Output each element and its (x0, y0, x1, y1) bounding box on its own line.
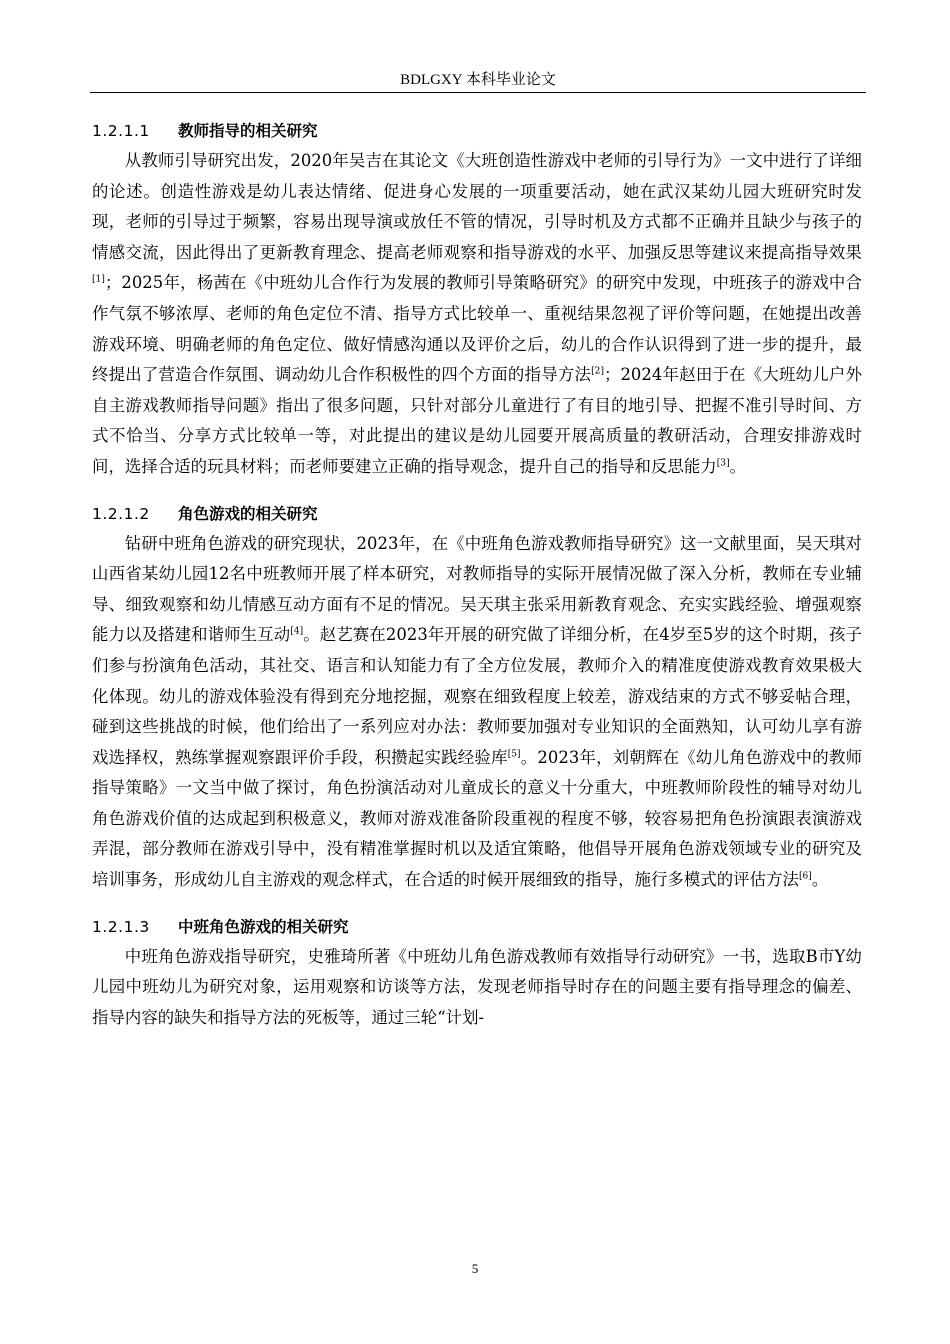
text-run: 。2023年，刘朝辉在《幼儿角色游戏中的教师指导策略》一文当中做了探讨，角色扮演活动对儿童成长的意义十分重大，中班教师阶段性的辅导对幼儿角色游戏价值的达成起到积极意义，教师对游戏准备阶段重视的程度不够，较容易把角色扮演跟表演游戏弄混，部分教师在游戏引导中，没有精准掌握时机以及适宜策略，他倡导开展角色游戏领域专业的研究及培训事务，形成幼儿自主游戏的观念样式，在合适的时候开展细致的指导，施行多模式的评估方法 (92, 747, 863, 890)
text-run: ；2024年赵田于在《大班幼儿户外自主游戏教师指导问题》指出了很多问题，只针对部分儿童进行了有目的地引导、把握不准引导时间、方式不恰当、分享方式比较单一等，对此提出的建议是幼儿园要开展高质量的教研活动，合理安排游戏时间，选择合适的玩具材料；而老师要建立正确的指导观念，提升自己的指导和反思能力 (92, 365, 863, 476)
running-header: BDLGXY 本科毕业论文 (400, 72, 556, 88)
citation: [3] (716, 458, 730, 469)
body-paragraph (92, 146, 862, 483)
body-paragraph (92, 529, 862, 896)
section-number: 1.2.1.3 (92, 917, 150, 936)
citation: [4] (290, 626, 304, 637)
text-run: 从教师引导研究出发，2020年吴吉在其论文《大班创造性游戏中老师的引导行为》一文中进行了详细的论述。创造性游戏是幼儿表达情绪、促进身心发展的一项重要活动，她在武汉某幼儿园大班研究时发现，老师的引导过于频繁，容易出现导演或放任不管的情况，引导时机及方式都不正确并且缺少与孩子的情感交流，因此得出了更新教育理念、提高老师观察和指导游戏的水平、加强反思等建议来提高指导效果 (92, 151, 862, 262)
text-run: 。 (811, 870, 829, 890)
text-run: 中班角色游戏指导研究，史雅琦所著《中班幼儿角色游戏教师有效指导行动研究》一书，选取B市Y幼儿园中班幼儿为研究对象，运用观察和访谈等方法，发现老师指导时存在的问题主要有指导理念的偏差、指导内容的缺失和指导方法的死板等，通过三轮“计划- (92, 946, 862, 1027)
section-title: 中班角色游戏的相关研究 (178, 917, 349, 936)
text-run: 钻研中班角色游戏的研究现状，2023年，在《中班角色游戏教师指导研究》这一文献里面，吴天琪对山西省某幼儿园12名中班教师开展了样本研究，对教师指导的实际开展情况做了深入分析，教师在专业辅导、细致观察和幼儿情感互动方面有不足的情况。吴天琪主张采用新教育观念、充实实践经验、增强观察能力以及搭建和谐师生互动 (92, 533, 862, 645)
section-heading (92, 116, 862, 146)
text-run: 。赵艺赛在2023年开展的研究做了详细分析，在4岁至5岁的这个时期，孩子们参与扮演角色活动，其社交、语言和认知能力有了全方位发展，教师介入的精准度使游戏教育效果极大化体现。幼儿的游戏体验没有得到充分地挖掘，观察在细致程度上较差，游戏结束的方式不够妥帖合理，碰到这些挑战的时候，他们给出了一系列应对办法：教师要加强对专业知识的全面熟知，认可幼儿享有游戏选择权，熟练掌握观察跟评价手段，积攒起实践经验库 (92, 625, 862, 767)
text-run: 。 (729, 456, 747, 476)
section-title: 教师指导的相关研究 (178, 122, 318, 140)
citation: [5] (507, 749, 521, 760)
section-number: 1.2.1.1 (92, 122, 150, 140)
section-title: 角色游戏的相关研究 (178, 504, 318, 523)
section-number: 1.2.1.2 (92, 504, 150, 523)
body-content (92, 116, 862, 1033)
section-heading (92, 912, 862, 942)
header-rule (90, 92, 866, 93)
section-heading (92, 499, 862, 529)
citation: [1] (92, 274, 105, 285)
body-paragraph (92, 942, 862, 1034)
citation: [6] (798, 871, 812, 882)
text-run: ；2025年，杨茜在《中班幼儿合作行为发展的教师引导策略研究》的研究中发现，中班孩子的游戏中合作气氛不够浓厚、老师的角色定位不清、指导方式比较单一、重视结果忽视了评价等问题，在她提出改善游戏环境、明确老师的角色定位、做好情感沟通以及评价之后，幼儿的合作认识得到了进一步的提升，最终提出了营造合作氛围、调动幼儿合作积极性的四个方面的指导方法 (92, 273, 862, 385)
page-number: 5 (471, 1261, 479, 1276)
citation: [2] (591, 366, 605, 377)
